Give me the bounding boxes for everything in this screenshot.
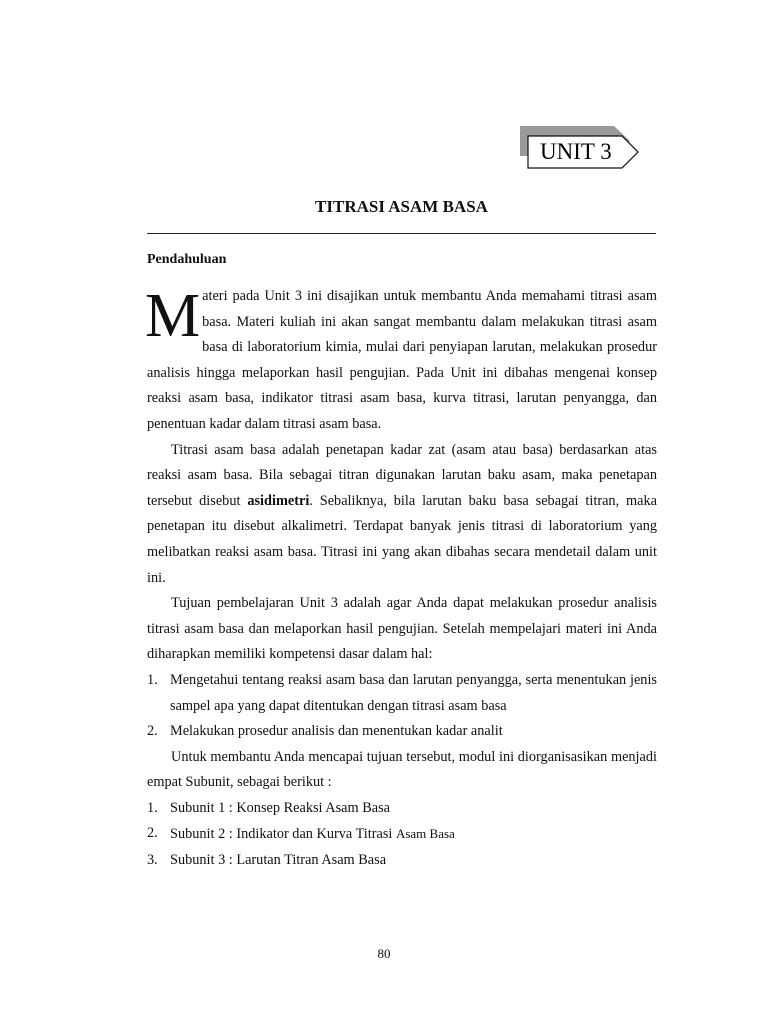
dropcap-letter: M [145, 282, 201, 350]
list-item-text: Subunit 1 : Konsep Reaksi Asam Basa [170, 799, 391, 816]
list-item-text: Mengetahui tentang reaksi asam basa dan larutan penyangga, serta menentukan jenis sampel apa yang dapat ditentukan dengan titrasi asam basa [170, 671, 657, 714]
page-number: 80 [377, 946, 391, 961]
subunit-list [147, 796, 657, 874]
list-item [147, 821, 657, 848]
intro-paragraph [147, 284, 657, 438]
section-heading: Pendahuluan [147, 252, 227, 267]
list-item-text: Subunit 3 : Larutan Titran Asam Basa [170, 852, 387, 869]
list-item [147, 796, 657, 822]
competency-list [147, 668, 657, 745]
list-item-text: Subunit 2 : Indikator dan Kurva Titrasi [170, 826, 396, 843]
list-number: 3. [147, 852, 158, 869]
list-number: 1. [147, 799, 158, 816]
page-title: TITRASI ASAM BASA [315, 197, 488, 216]
list-item-text-small: Asam Basa [395, 826, 455, 842]
list-number: 1. [147, 671, 158, 688]
unit-label: UNIT 3 [540, 139, 612, 164]
para2-text-before: Titrasi asam basa adalah penetapan kadar zat (asam atau basa) berdasarkan atas reaksi asam basa. Bila sebagai titran digunakan larutan baku asam, maka penetapan tersebut disebut [147, 441, 657, 509]
body-text [147, 284, 657, 874]
para2-text-after: . Sebaliknya, bila larutan baku basa sebagai titran, maka penetapan itu disebut alkalimetri. Terdapat banyak jenis titrasi di laboratorium yang melibatkan reaksi asam basa. Titrasi ini yang akan dibahas secara mendetail dalam unit ini. [147, 492, 657, 586]
paragraph-learning-goals: Tujuan pembelajaran Unit 3 adalah agar Anda dapat melakukan prosedur analisis titrasi asam basa dan melaporkan hasil pengujian. Setelah mempelajari materi ini Anda diharapkan memiliki kompetensi dasar dalam hal: [147, 595, 657, 663]
list-item [147, 668, 657, 719]
term-asidimetri: asidimetri [247, 492, 310, 509]
paragraph-organization: Untuk membantu Anda mencapai tujuan tersebut, modul ini diorganisasikan menjadi empat Subunit, sebagai berikut : [147, 748, 657, 791]
unit-badge [518, 124, 642, 170]
list-number: 2. [147, 825, 158, 842]
paragraph-titration-definition [147, 438, 657, 592]
title-divider [147, 233, 656, 234]
list-item [147, 719, 657, 745]
list-number: 2. [147, 723, 158, 740]
list-item [147, 848, 657, 874]
list-item-text: Melakukan prosedur analisis dan menentukan kadar analit [170, 723, 503, 740]
intro-text: ateri pada Unit 3 ini disajikan untuk membantu Anda memahami titrasi asam basa. Materi kuliah ini akan sangat membantu dalam melakukan titrasi asam basa di laboratorium kimia, mulai dari penyiapan larutan, melakukan prosedur analisis hingga melaporkan hasil pengujian. Pada Unit ini dibahas mengenai konsep reaksi asam basa, indikator titrasi asam basa, kurva titrasi, larutan penyangga, dan penentuan kadar dalam titrasi asam basa. [147, 288, 657, 432]
